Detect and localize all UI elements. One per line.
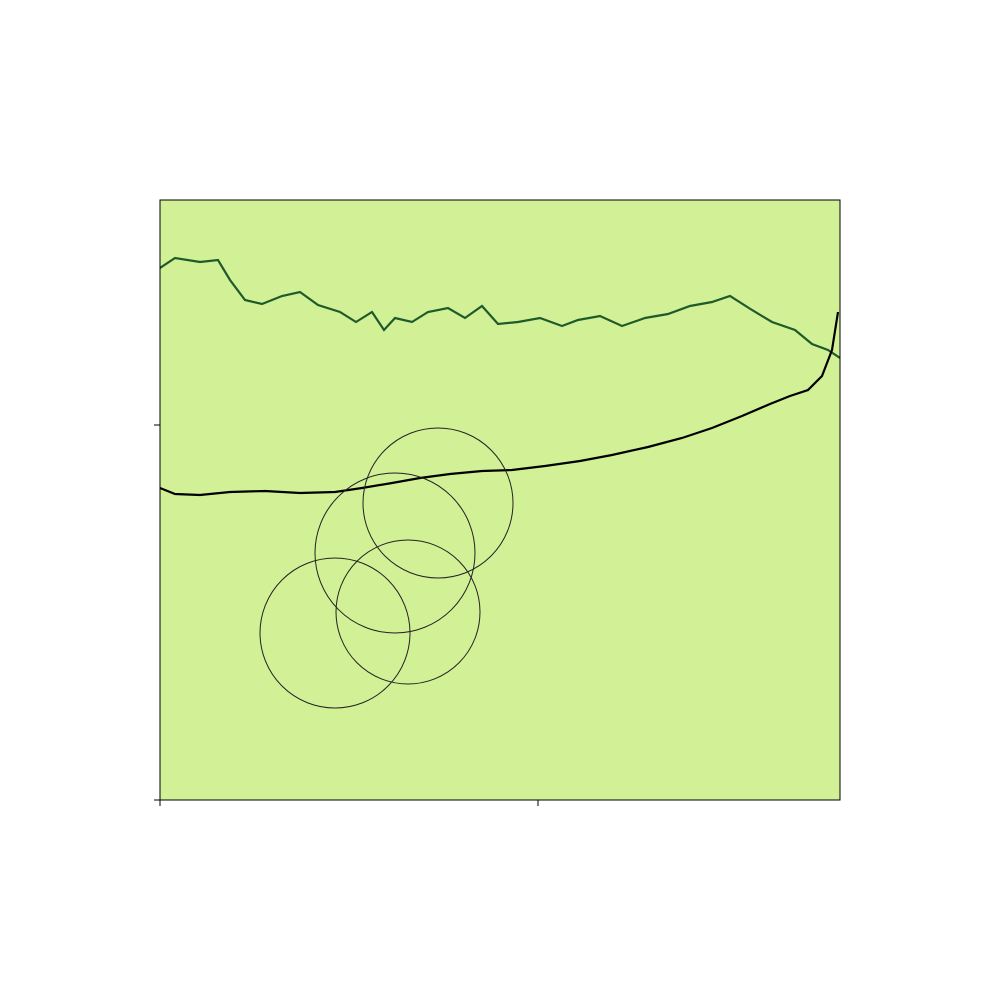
plot-area <box>160 200 840 800</box>
vorticity-field-background <box>160 200 840 800</box>
